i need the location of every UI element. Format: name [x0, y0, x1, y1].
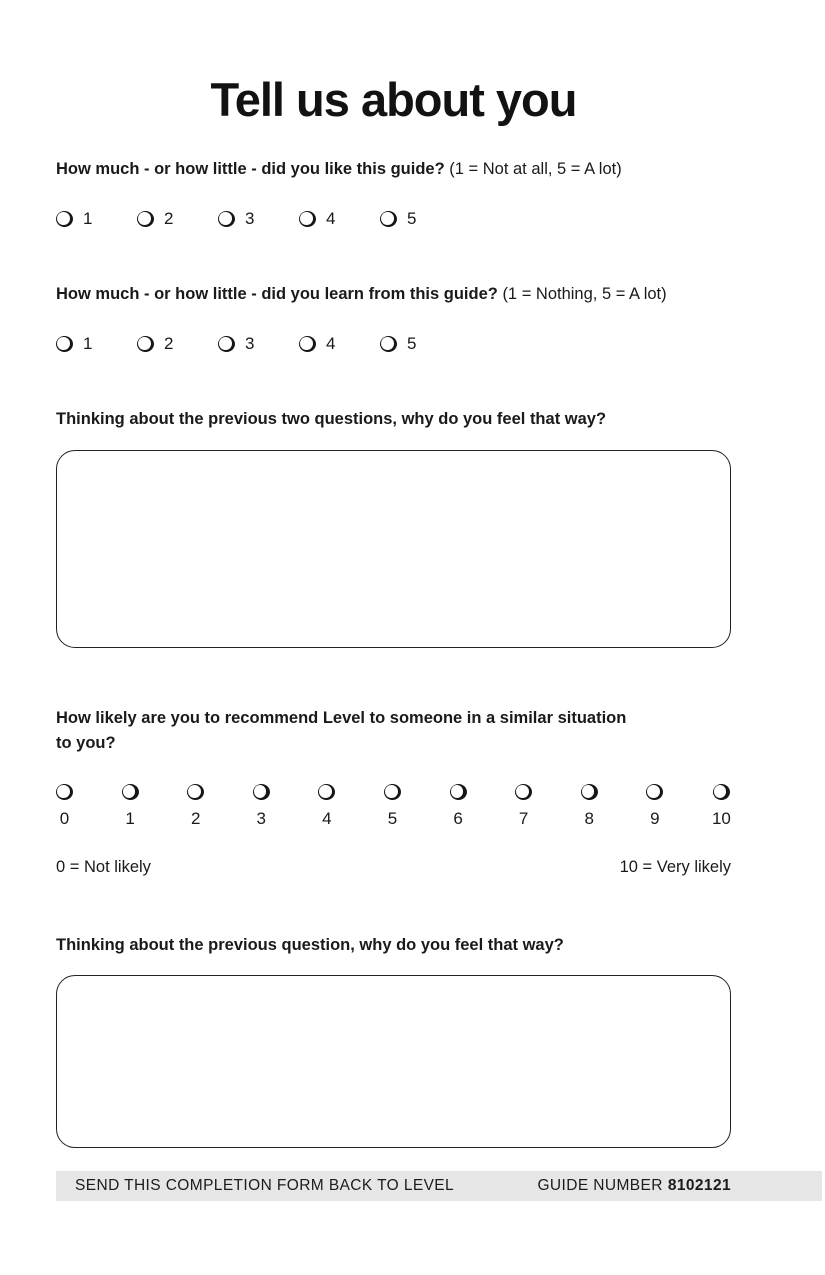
- q4-option-1-label: 1: [125, 809, 135, 828]
- question-2-hint: (1 = Nothing, 5 = A lot): [502, 285, 667, 303]
- q4-option-1[interactable]: [122, 784, 139, 829]
- q4-option-8-label: 8: [584, 809, 594, 828]
- question-2-label: [56, 282, 731, 307]
- radio-circle-icon: [646, 784, 663, 800]
- q2-option-3-label: 3: [245, 334, 255, 353]
- question-2-options: [56, 334, 731, 354]
- radio-circle-icon: [299, 336, 316, 352]
- q4-option-5-label: 5: [387, 809, 398, 828]
- q1-option-1-label: 1: [83, 209, 93, 228]
- q2-option-2[interactable]: [137, 334, 218, 354]
- radio-circle-icon: [218, 336, 235, 352]
- footer-bar: [56, 1171, 822, 1201]
- q4-option-10-label: 10: [711, 809, 731, 828]
- radio-circle-icon: [384, 784, 401, 800]
- radio-circle-icon: [122, 784, 139, 800]
- scale-max-label: 10 = Very likely: [619, 858, 731, 876]
- q2-option-1[interactable]: [56, 334, 137, 354]
- q4-option-3[interactable]: [253, 784, 270, 829]
- radio-circle-icon: [56, 784, 73, 800]
- q4-scale-captions: [56, 858, 731, 877]
- q4-option-9[interactable]: [646, 784, 663, 829]
- q2-option-5[interactable]: [380, 334, 461, 354]
- question-4-options: [56, 784, 731, 829]
- q1-option-4[interactable]: [299, 209, 380, 229]
- q4-option-6[interactable]: [450, 784, 467, 829]
- q5-answer-textbox[interactable]: [56, 975, 731, 1148]
- q4-option-0[interactable]: [56, 784, 73, 829]
- question-3-label: [56, 407, 731, 432]
- q4-option-6-label: 6: [453, 809, 463, 828]
- question-4-label: [56, 706, 731, 756]
- q1-option-4-label: 4: [326, 209, 336, 228]
- guide-number-label: GUIDE NUMBER: [537, 1177, 663, 1194]
- q2-option-2-label: 2: [164, 334, 174, 353]
- q4-option-4[interactable]: [318, 784, 335, 829]
- q4-option-9-label: 9: [650, 809, 660, 828]
- q4-option-3-label: 3: [256, 809, 267, 828]
- q2-option-4[interactable]: [299, 334, 380, 354]
- guide-number: [537, 1177, 731, 1195]
- q1-option-5-label: 5: [407, 209, 417, 228]
- footer-instruction: SEND THIS COMPLETION FORM BACK TO LEVEL: [75, 1177, 455, 1194]
- q3-answer-textbox[interactable]: [56, 450, 731, 648]
- radio-circle-icon: [581, 784, 598, 800]
- radio-circle-icon: [137, 336, 154, 352]
- radio-circle-icon: [450, 784, 467, 800]
- q4-option-8[interactable]: [581, 784, 598, 829]
- question-1-text: How much - or how little - did you like this guide?: [56, 160, 445, 178]
- question-3-text: Thinking about the previous two questions, why do you feel that way?: [56, 410, 607, 428]
- question-2-text: How much - or how little - did you learn from this guide?: [56, 285, 498, 303]
- radio-circle-icon: [137, 211, 154, 227]
- radio-circle-icon: [318, 784, 335, 800]
- q4-option-0-label: 0: [59, 809, 70, 828]
- q1-option-5[interactable]: [380, 209, 461, 229]
- radio-circle-icon: [218, 211, 235, 227]
- page-title: Tell us about you: [210, 73, 577, 126]
- q1-option-1[interactable]: [56, 209, 137, 229]
- q4-option-4-label: 4: [322, 809, 332, 828]
- q2-option-1-label: 1: [83, 334, 93, 353]
- q2-option-4-label: 4: [326, 334, 336, 353]
- q1-option-2[interactable]: [137, 209, 218, 229]
- q4-option-5[interactable]: [384, 784, 401, 829]
- radio-circle-icon: [187, 784, 204, 800]
- radio-circle-icon: [380, 211, 397, 227]
- radio-circle-icon: [56, 211, 73, 227]
- q1-option-3-label: 3: [245, 209, 255, 228]
- guide-number-value: 8102121: [667, 1177, 731, 1194]
- question-1-options: [56, 209, 731, 229]
- question-1-hint: (1 = Not at all, 5 = A lot): [449, 160, 622, 178]
- radio-circle-icon: [253, 784, 270, 800]
- radio-circle-icon: [713, 784, 730, 800]
- question-4-text-line2: to you?: [56, 734, 116, 752]
- question-5-label: [56, 933, 731, 958]
- scale-min-label: 0 = Not likely: [56, 858, 151, 876]
- question-4-text-line1: How likely are you to recommend Level to someone in a similar situation: [56, 709, 627, 727]
- q4-option-2-label: 2: [190, 809, 201, 828]
- question-1-label: [56, 157, 731, 182]
- q4-option-7-label: 7: [518, 809, 529, 828]
- q1-option-3[interactable]: [218, 209, 299, 229]
- radio-circle-icon: [56, 336, 73, 352]
- q1-option-2-label: 2: [164, 209, 174, 228]
- question-5-text: Thinking about the previous question, why do you feel that way?: [56, 936, 564, 954]
- radio-circle-icon: [299, 211, 316, 227]
- q4-option-7[interactable]: [515, 784, 532, 829]
- radio-circle-icon: [380, 336, 397, 352]
- q2-option-5-label: 5: [407, 334, 417, 353]
- q2-option-3[interactable]: [218, 334, 299, 354]
- q4-option-2[interactable]: [187, 784, 204, 829]
- radio-circle-icon: [515, 784, 532, 800]
- q4-option-10[interactable]: [712, 784, 731, 829]
